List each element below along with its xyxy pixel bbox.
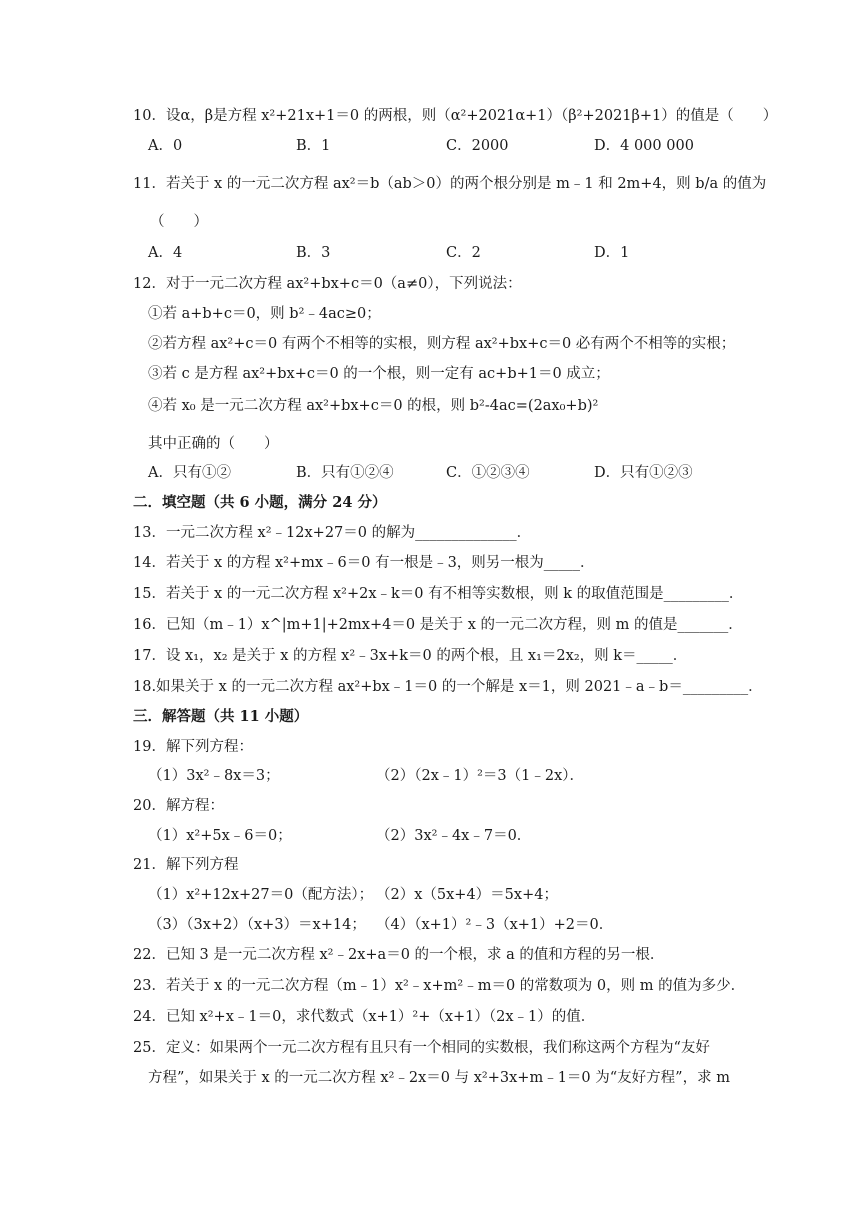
question-18: 18.如果关于 x 的一元二次方程 ax²+bx﹣1＝0 的一个解是 x＝1，则 2021﹣a﹣b＝_________． [133, 679, 763, 695]
q12-option-d: D．只有①②③ [594, 465, 693, 481]
q12-item-2: ②若方程 ax²+c＝0 有两个不相等的实根，则方程 ax²+bx+c＝0 必有两个不相等的实根； [148, 336, 736, 352]
q21-part-3: （3）（3x+2）（x+3）＝x+14； [148, 917, 366, 933]
section-2-heading: 二．填空题（共 6 小题，满分 24 分） [133, 494, 387, 511]
q12-item-1: ①若 a+b+c＝0，则 b²﹣4ac≥0； [148, 306, 381, 322]
question-25-line-2: 方程”，如果关于 x 的一元二次方程 x²﹣2x＝0 与 x²+3x+m﹣1＝0 为“友好方程”，求 m [148, 1070, 730, 1086]
question-11-stem: 11．若关于 x 的一元二次方程 ax²＝b（ab＞0）的两个根分别是 m﹣1 和 2m+4，则 b/a 的值为 [133, 176, 767, 192]
question-19-stem: 19．解下列方程： [133, 739, 253, 755]
q21-part-1: （1）x²+12x+27＝0（配方法）； [148, 887, 374, 903]
q20-part-2: （2）3x²﹣4x﹣7＝0． [376, 828, 532, 844]
question-20-stem: 20．解方程： [133, 798, 224, 814]
q11-option-a: A．4 [148, 245, 183, 261]
q12-item-3: ③若 c 是方程 ax²+bx+c＝0 的一个根，则一定有 ac+b+1＝0 成立； [148, 366, 610, 382]
question-13: 13．一元二次方程 x²﹣12x+27＝0 的解为______________． [133, 525, 532, 541]
q12-ask: 其中正确的（ ） [148, 436, 279, 452]
q19-part-2: （2）（2x﹣1）²＝3（1﹣2x）． [376, 768, 585, 784]
question-25-line-1: 25．定义：如果两个一元二次方程有且只有一个相同的实数根，我们称这两个方程为“友好 [133, 1040, 710, 1056]
question-21-stem: 21．解下列方程 [133, 857, 239, 873]
q12-item-4: ④若 x₀ 是一元二次方程 ax²+bx+c＝0 的根，则 b²-4ac=(2ax₀+b)² [148, 398, 599, 414]
q10-option-d: D．4 000 000 [594, 138, 694, 154]
question-22: 22．已知 3 是一元二次方程 x²﹣2x+a＝0 的一个根，求 a 的值和方程的另一根． [133, 947, 665, 963]
question-14: 14．若关于 x 的方程 x²+mx﹣6＝0 有一根是﹣3，则另一根为_____． [133, 555, 595, 571]
section-3-heading: 三．解答题（共 11 小题） [133, 708, 309, 725]
q10-option-c: C．2000 [446, 138, 509, 154]
q11-option-b: B．3 [296, 245, 331, 261]
q11-option-c: C．2 [446, 245, 481, 261]
q12-option-a: A．只有①② [148, 465, 231, 481]
question-12-stem: 12．对于一元二次方程 ax²+bx+c＝0（a≠0），下列说法： [133, 276, 522, 292]
question-11-blank: （ ） [150, 214, 208, 230]
q11-option-d: D．1 [594, 245, 630, 261]
q10-option-b: B．1 [296, 138, 331, 154]
question-16: 16．已知（m﹣1）x^|m+1|+2mx+4＝0 是关于 x 的一元二次方程，则 m 的值是_______． [133, 617, 743, 633]
question-24: 24．已知 x²+x﹣1＝0，求代数式（x+1）²+（x+1）（2x﹣1）的值． [133, 1009, 596, 1025]
q19-part-1: （1）3x²﹣8x＝3； [148, 768, 280, 784]
q12-option-b: B．只有①②④ [296, 465, 394, 481]
question-23: 23．若关于 x 的一元二次方程（m﹣1）x²﹣x+m²﹣m＝0 的常数项为 0，则 m 的值为多少． [133, 978, 746, 994]
question-10-stem: 10．设α，β是方程 x²+21x+1＝0 的两根，则（α²+2021α+1）（β²+2021β+1）的值是（ ） [133, 108, 778, 124]
question-17: 17．设 x₁，x₂ 是关于 x 的方程 x²﹣3x+k＝0 的两个根，且 x₁＝2x₂，则 k＝_____． [133, 648, 688, 664]
q21-part-4: （4）（x+1）²﹣3（x+1）+2＝0． [376, 917, 614, 933]
q20-part-1: （1）x²+5x﹣6＝0； [148, 828, 292, 844]
q12-option-c: C．①②③④ [446, 465, 530, 481]
q10-option-a: A．0 [148, 138, 183, 154]
question-15: 15．若关于 x 的一元二次方程 x²+2x﹣k＝0 有不相等实数根，则 k 的取值范围是_________． [133, 586, 744, 602]
q21-part-2: （2）x（5x+4）＝5x+4； [376, 887, 558, 903]
